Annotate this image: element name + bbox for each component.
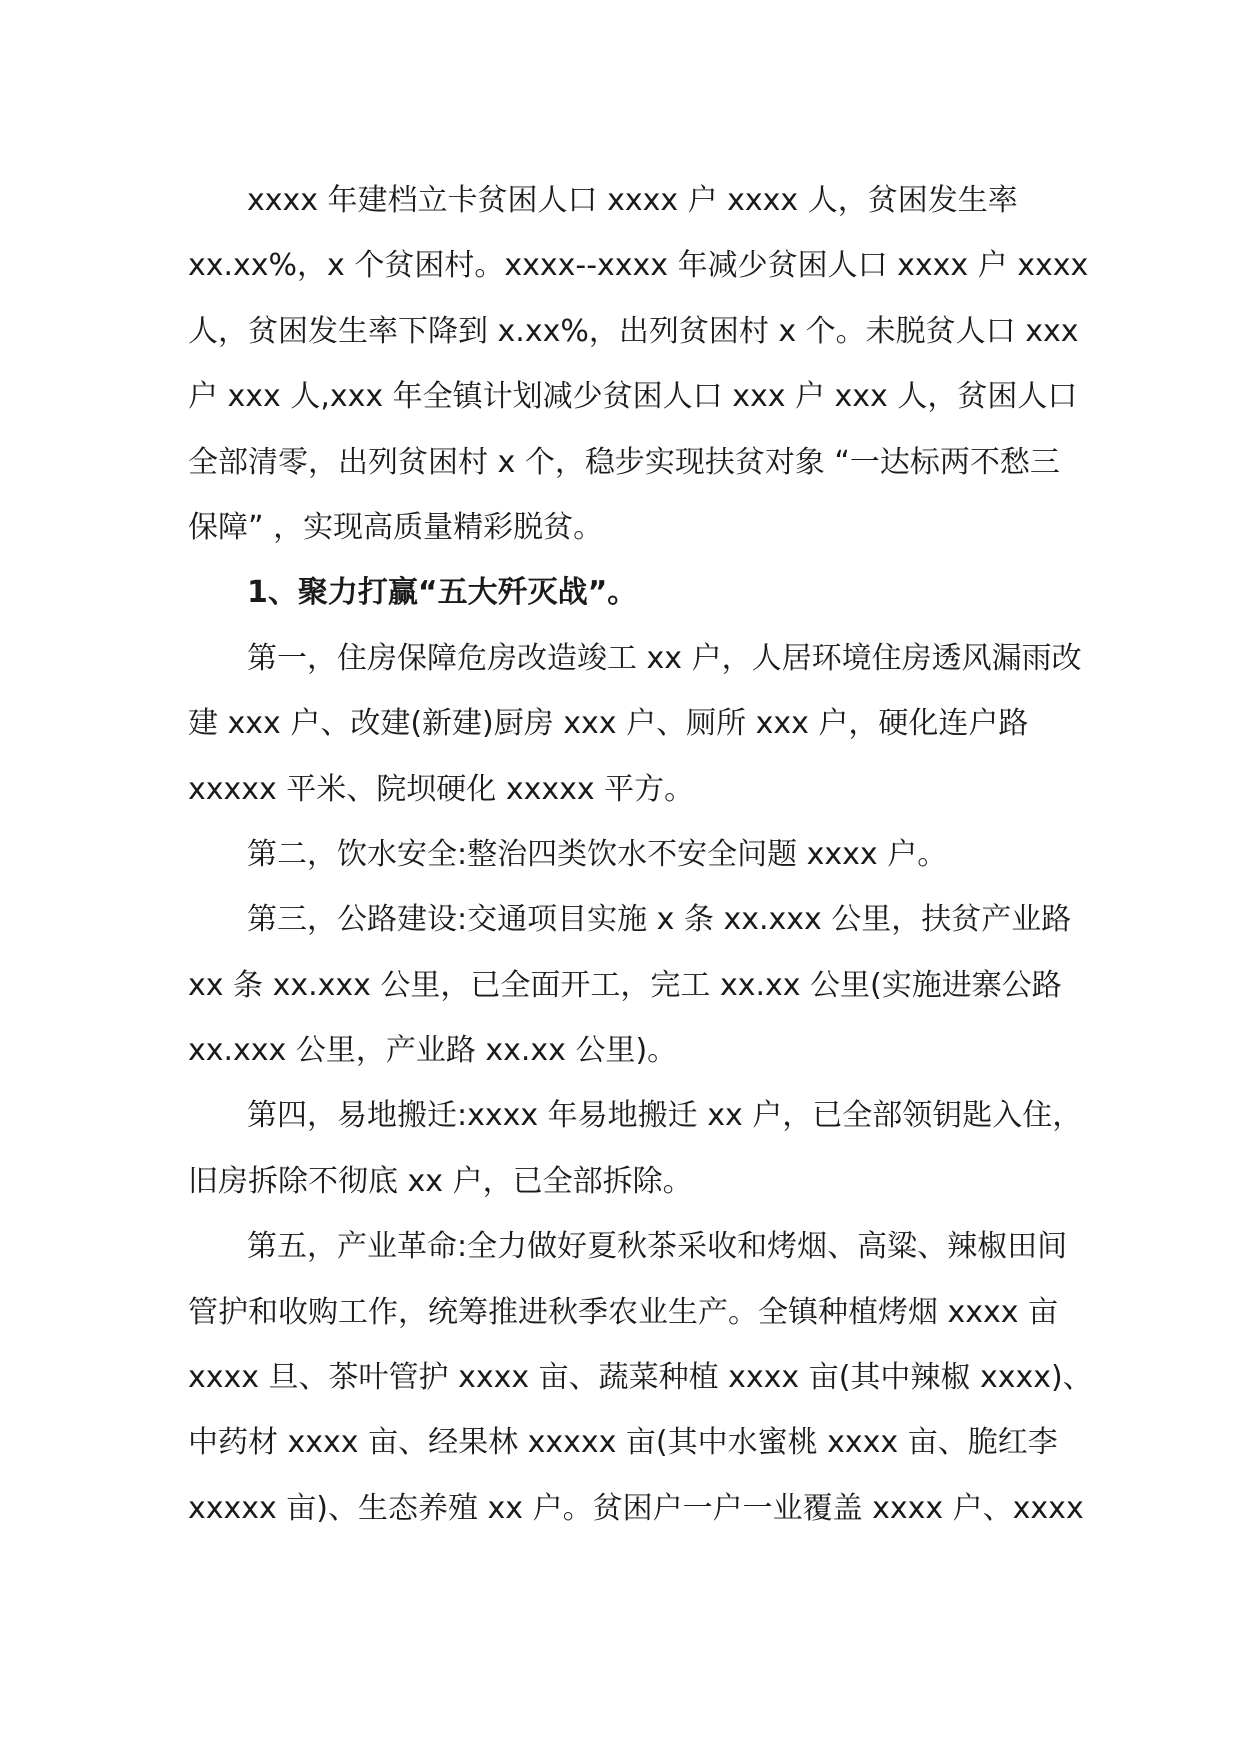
text-line: 第二，饮水安全:整治四类饮水不安全问题 xxxx 户。 xyxy=(247,836,948,872)
text-line: 人，贫困发生率下降到 x.xx%，出列贫困村 x 个。未脱贫人口 xxx xyxy=(188,313,1079,349)
item-paragraph-1 xyxy=(188,626,1082,822)
text-line: xxxx 年建档立卡贫困人口 xxxx 户 xxxx 人，贫困发生率 xyxy=(247,183,1018,218)
text-line: xxxxx 平米、院坝硬化 xxxxx 平方。 xyxy=(188,771,695,807)
item-paragraph-2 xyxy=(188,822,1058,887)
item-paragraph-4 xyxy=(188,1083,1083,1214)
text-line: xx 条 xx.xxx 公里，已全面开工，完工 xx.xx 公里(实施进寨公路 xyxy=(188,967,1062,1003)
heading-text: 1、聚力打赢“五大歼灭战”。 xyxy=(247,575,638,611)
text-line: xx.xxx 公里，产业路 xx.xx 公里)。 xyxy=(188,1033,678,1069)
text-line: 全部清零，出列贫困村 x 个，稳步实现扶贫对象 “一达标两不愁三 xyxy=(188,444,1060,480)
section-heading xyxy=(188,560,1058,625)
text-line: 第四，易地搬迁:xxxx 年易地搬迁 xx 户，已全部领钥匙入住， xyxy=(247,1098,1083,1134)
text-line: 第三，公路建设:交通项目实施 x 条 xx.xxx 公里，扶贫产业路 xyxy=(247,902,1072,938)
text-line: 旧房拆除不彻底 xx 户，已全部拆除。 xyxy=(188,1163,693,1199)
text-line: 管护和收购工作，统筹推进秋季农业生产。全镇种植烤烟 xxxx 亩 xyxy=(188,1294,1059,1330)
intro-paragraph xyxy=(188,168,1089,560)
text-line: 中药材 xxxx 亩、经果林 xxxxx 亩(其中水蜜桃 xxxx 亩、脆红李 xyxy=(188,1425,1058,1461)
text-line: 第五，产业革命:全力做好夏秋茶采收和烤烟、高粱、辣椒田间 xyxy=(247,1229,1068,1265)
text-line: xxxx 旦、茶叶管护 xxxx 亩、蔬菜种植 xxxx 亩(其中辣椒 xxxx)、 xyxy=(188,1360,1093,1396)
item-paragraph-3 xyxy=(188,887,1072,1083)
text-line: xxxxx 亩)、生态养殖 xx 户。贫困户一户一业覆盖 xxxx 户、xxxx xyxy=(188,1490,1084,1526)
document-body xyxy=(188,168,1093,1541)
text-line: xx.xx%，x 个贫困村。xxxx--xxxx 年减少贫困人口 xxxx 户 xxxx xyxy=(188,248,1089,284)
text-line: 建 xxx 户、改建(新建)厨房 xxx 户、厕所 xxx 户，硬化连户路 xyxy=(188,706,1029,742)
text-line: 户 xxx 人,xxx 年全镇计划减少贫困人口 xxx 户 xxx 人，贫困人口 xyxy=(188,379,1078,415)
text-line: 第一，住房保障危房改造竣工 xx 户，人居环境住房透风漏雨改 xyxy=(247,640,1082,676)
text-line: 保障” ，实现高质量精彩脱贫。 xyxy=(188,509,604,545)
item-paragraph-5 xyxy=(188,1214,1093,1541)
